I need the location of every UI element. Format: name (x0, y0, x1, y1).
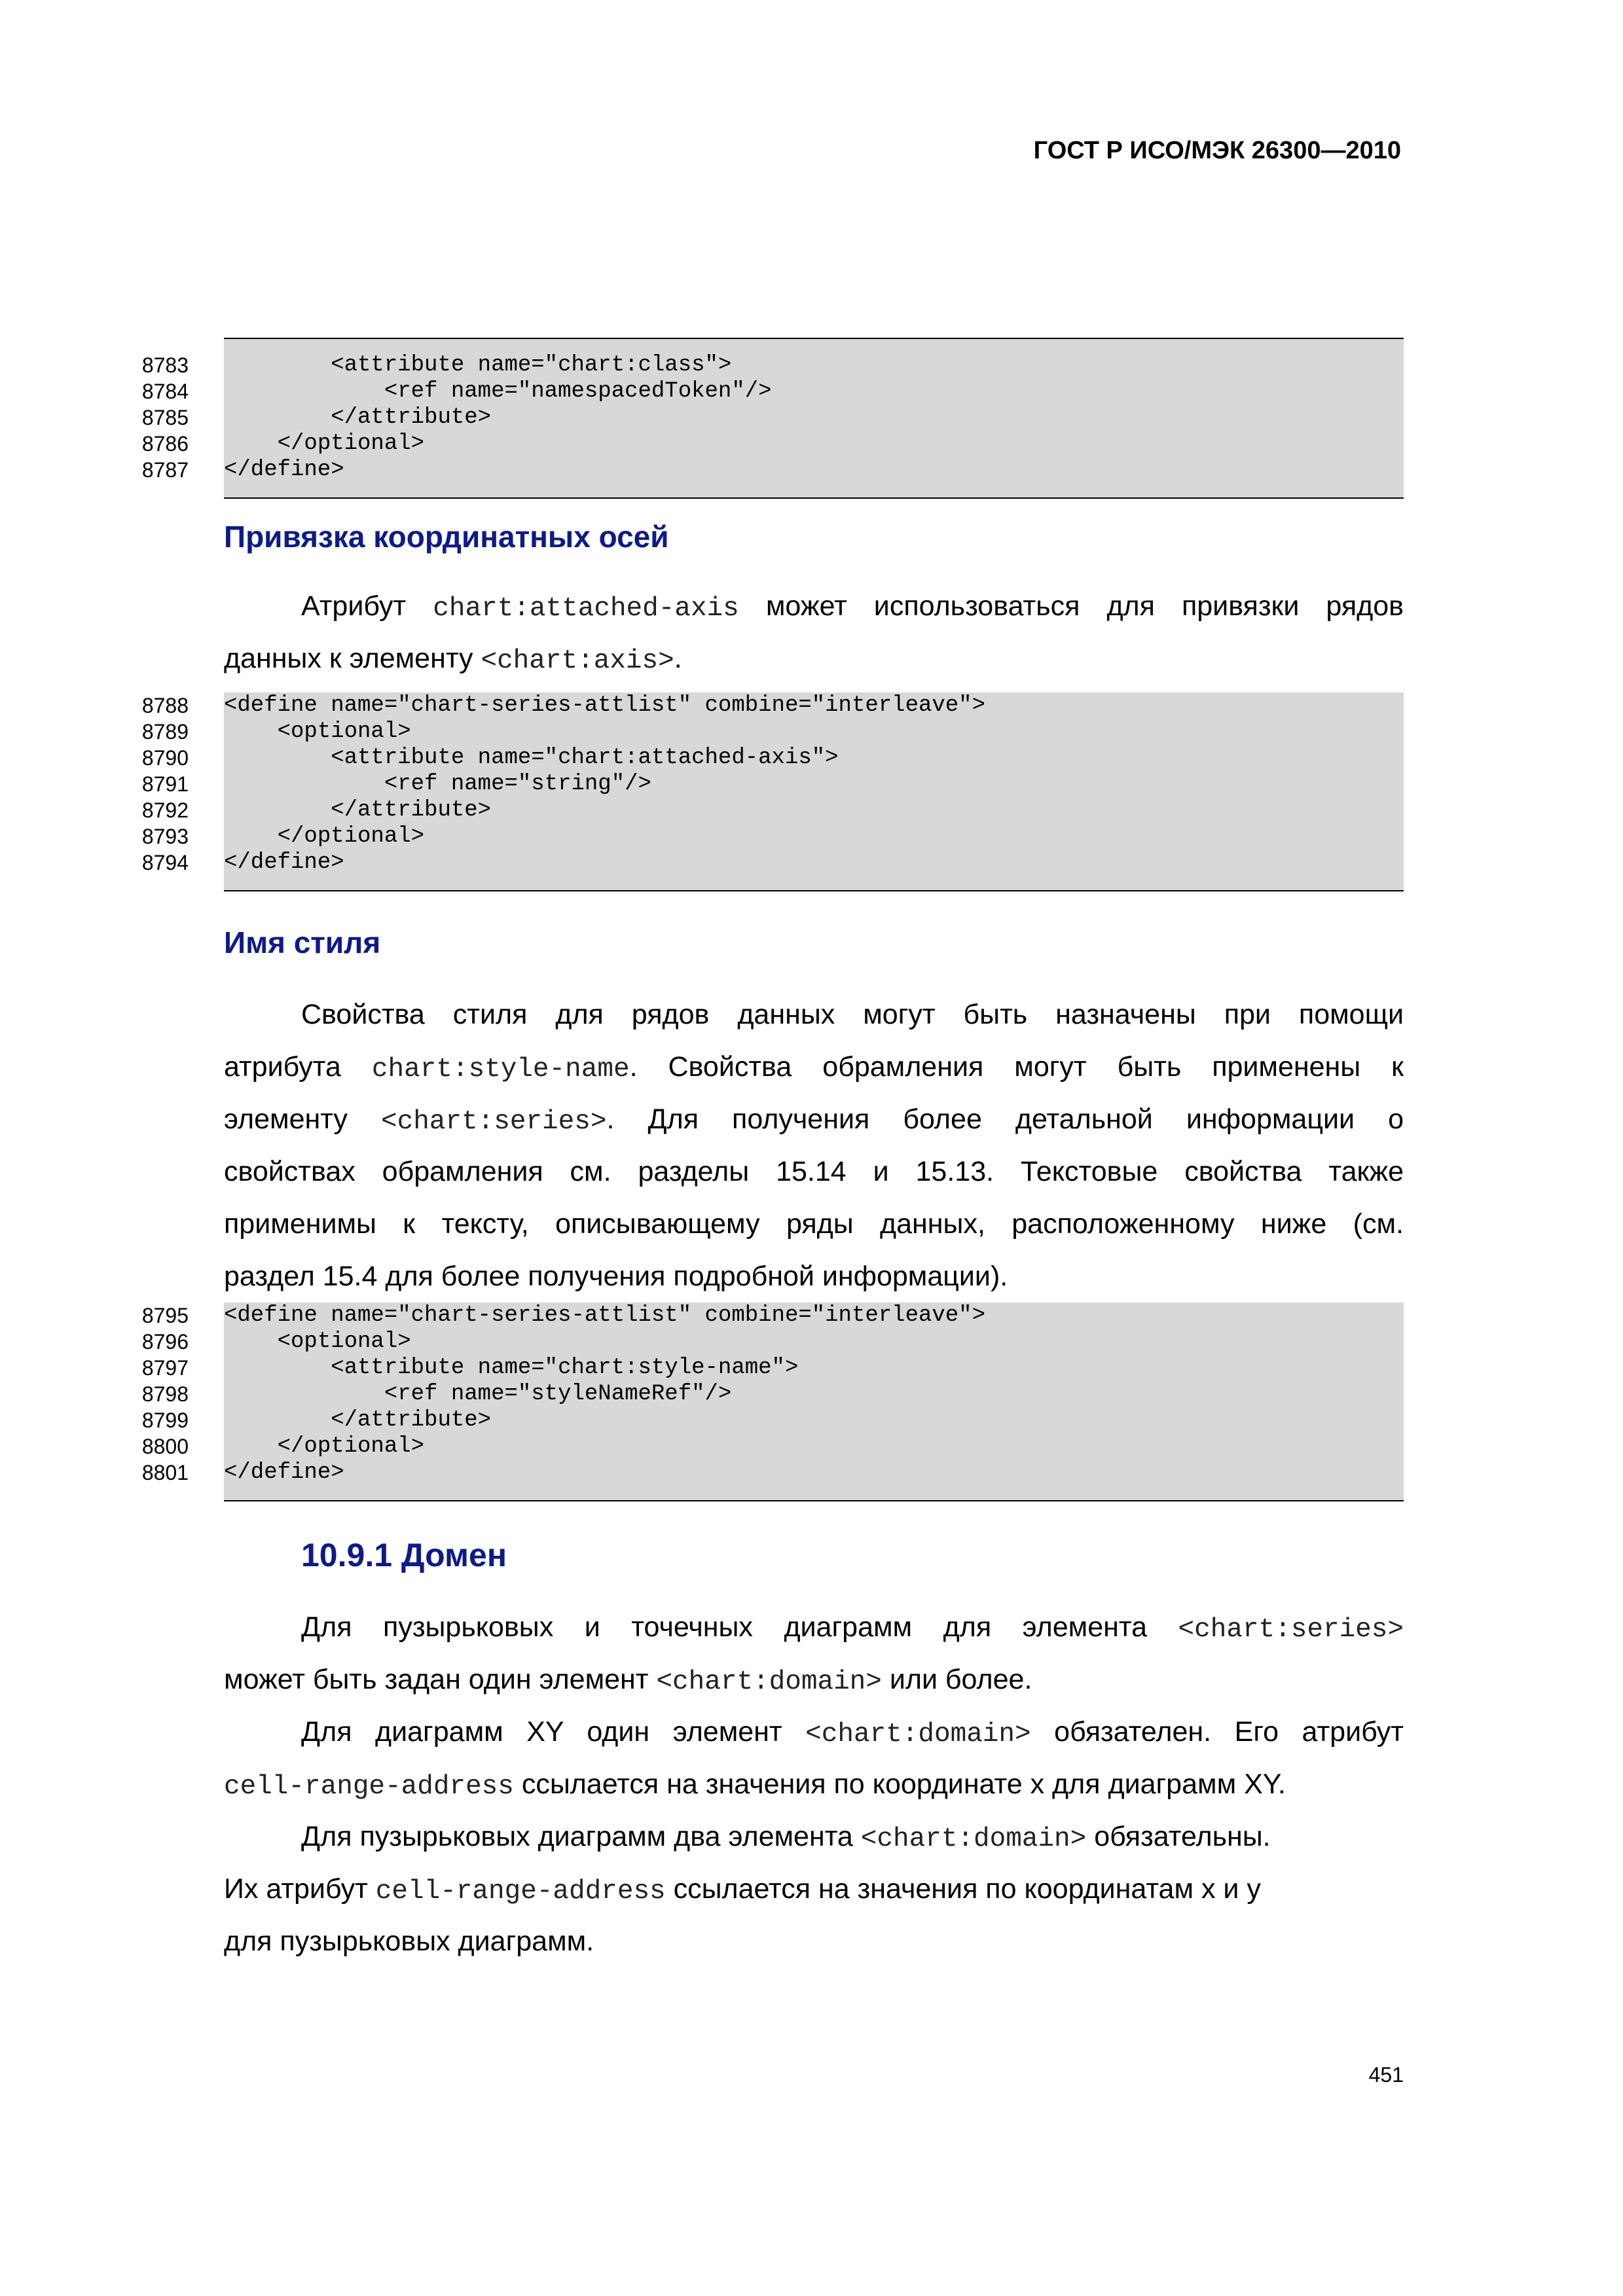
line-number: 8790 (141, 746, 189, 770)
text-line: раздел 15.4 для более получения подробной информации). (224, 1261, 1008, 1292)
code-text: <attribute name="chart:style-name"> (224, 1355, 1404, 1381)
line-number: 8798 (141, 1382, 189, 1406)
code-text: <ref name="namespacedToken"/> (224, 378, 1404, 404)
code-inline: <chart:domain> (860, 1824, 1087, 1854)
code-block-bottom (224, 483, 1404, 499)
code-line (131, 1407, 1404, 1433)
code-line (131, 378, 1404, 404)
code-line (131, 823, 1404, 850)
text-line: Их атрибут cell-range-address ссылается на значения по координатам x и y (224, 1873, 1261, 1907)
code-inline: <chart:series> (380, 1107, 607, 1137)
code-line (131, 431, 1404, 457)
line-number: 8791 (141, 772, 189, 796)
code-line (131, 1329, 1404, 1355)
line-number: 8788 (141, 694, 189, 717)
code-line (131, 1381, 1404, 1407)
code-inline: cell-range-address (224, 1772, 514, 1802)
section-heading-style: Имя стиля (224, 925, 381, 960)
line-number: 8783 (141, 353, 189, 377)
line-number: 8787 (141, 458, 189, 482)
text-line: может быть задан один элемент <chart:domain> или более. (224, 1664, 1032, 1697)
code-inline: cell-range-address (375, 1876, 666, 1907)
code-inline: <chart:series> (1178, 1615, 1404, 1645)
code-text: </attribute> (224, 1407, 1404, 1433)
line-number: 8786 (141, 432, 189, 456)
line-number: 8785 (141, 406, 189, 429)
code-text: <ref name="string"/> (224, 771, 1404, 797)
line-number: 8800 (141, 1435, 189, 1458)
line-number: 8794 (141, 851, 189, 874)
code-line (131, 352, 1404, 378)
code-line (131, 457, 1404, 483)
paragraph-axes (224, 580, 1404, 685)
code-line (131, 719, 1404, 745)
text-line: Атрибут chart:attached-axis может использоваться для привязки рядов (301, 590, 1404, 624)
code-text: </optional> (224, 1433, 1404, 1460)
line-number: 8795 (141, 1304, 189, 1327)
code-text: <optional> (224, 719, 1404, 745)
paragraph-domain (224, 1601, 1404, 1967)
code-text: <define name="chart-series-attlist" combine="interleave"> (224, 1302, 1404, 1329)
line-number: 8799 (141, 1408, 189, 1432)
code-text: </optional> (224, 823, 1404, 850)
section-heading-axes: Привязка координатных осей (224, 520, 669, 554)
code-line (131, 850, 1404, 876)
code-inline: <chart:axis> (481, 646, 674, 676)
code-line (131, 692, 1404, 719)
code-line (131, 1302, 1404, 1329)
code-text: </optional> (224, 431, 1404, 457)
text-line: Для диаграмм XY один элемент <chart:domain> обязателен. Его атрибут (301, 1716, 1404, 1749)
code-line (131, 404, 1404, 431)
paragraph-style (224, 988, 1404, 1302)
code-text: </attribute> (224, 404, 1404, 431)
line-number: 8792 (141, 798, 189, 822)
line-number: 8797 (141, 1356, 189, 1380)
line-number: 8784 (141, 380, 189, 403)
code-line (131, 797, 1404, 823)
text-line: применимы к тексту, описывающему ряды данных, расположенному ниже (см. (224, 1208, 1404, 1240)
code-line (131, 745, 1404, 771)
code-text: </define> (224, 1460, 1404, 1486)
code-text: </define> (224, 850, 1404, 876)
code-inline: chart:style-name (371, 1054, 630, 1085)
code-block-bottom (224, 1486, 1404, 1501)
code-block-bottom (224, 876, 1404, 891)
code-text: <ref name="styleNameRef"/> (224, 1381, 1404, 1407)
text-line: Свойства стиля для рядов данных могут быть назначены при помощи (301, 999, 1404, 1030)
code-line (131, 771, 1404, 797)
text-line: элементу <chart:series>. Для получения более детальной информации о (224, 1103, 1404, 1137)
text-line: атрибута chart:style-name. Свойства обрамления могут быть применены к (224, 1051, 1404, 1085)
code-text: <attribute name="chart:class"> (224, 352, 1404, 378)
code-inline: chart:attached-axis (433, 594, 739, 624)
document-header: ГОСТ Р ИСО/МЭК 26300—2010 (1033, 137, 1401, 164)
code-text: </attribute> (224, 797, 1404, 823)
code-line (131, 1433, 1404, 1460)
code-text: <optional> (224, 1329, 1404, 1355)
code-inline: <chart:domain> (805, 1719, 1031, 1749)
code-text: </define> (224, 457, 1404, 483)
line-number: 8793 (141, 825, 189, 848)
text-line: для пузырьковых диаграмм. (224, 1926, 594, 1957)
line-number: 8789 (141, 720, 189, 744)
code-line (131, 1355, 1404, 1381)
text-line: данных к элементу <chart:axis>. (224, 643, 682, 676)
code-text: <define name="chart-series-attlist" combine="interleave"> (224, 692, 1404, 719)
page-number: 451 (1368, 2063, 1404, 2087)
code-line (131, 1460, 1404, 1486)
section-heading-domain: 10.9.1 Домен (301, 1537, 507, 1573)
text-line: Для пузырьковых диаграмм два элемента <chart:domain> обязательны. (301, 1821, 1271, 1854)
line-number: 8796 (141, 1330, 189, 1354)
text-line: Для пузырьковых и точечных диаграмм для элемента <chart:series> (301, 1611, 1404, 1645)
code-block-top (224, 338, 1404, 353)
text-line: cell-range-address ссылается на значения по координате x для диаграмм XY. (224, 1768, 1286, 1802)
code-inline: <chart:domain> (656, 1667, 882, 1697)
line-number: 8801 (141, 1461, 189, 1484)
code-text: <attribute name="chart:attached-axis"> (224, 745, 1404, 771)
text-line: свойствах обрамления см. разделы 15.14 и 15.13. Текстовые свойства также (224, 1156, 1404, 1187)
